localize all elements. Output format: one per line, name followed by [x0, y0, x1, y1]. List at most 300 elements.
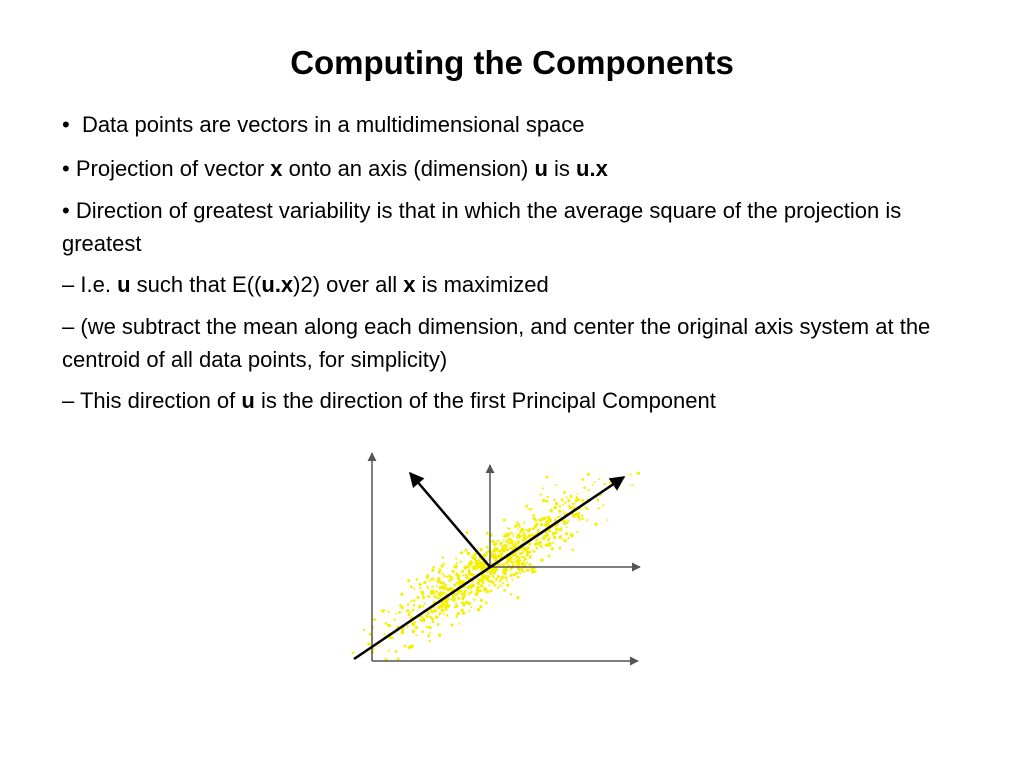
data-point: [394, 650, 397, 653]
data-point: [381, 609, 384, 612]
data-point: [549, 543, 551, 545]
data-point: [426, 626, 429, 629]
bullet-text: (we subtract the mean along each dimension, and center the original axis system at the centroid of all data points, for simplicity): [62, 314, 931, 372]
data-point: [528, 534, 531, 537]
data-point: [428, 640, 430, 642]
data-point: [523, 533, 526, 536]
second-principal-component-arrow: [410, 473, 490, 567]
data-point: [469, 573, 472, 576]
data-point: [558, 546, 561, 549]
data-point: [558, 515, 560, 517]
data-point: [506, 548, 509, 551]
data-point: [532, 517, 535, 520]
data-point: [479, 605, 482, 608]
data-point: [385, 622, 388, 625]
data-point: [541, 547, 543, 549]
data-point: [508, 558, 510, 560]
data-point: [562, 504, 564, 506]
data-point: [373, 618, 376, 621]
data-point: [540, 523, 543, 526]
data-point: [506, 545, 508, 547]
bullet-text: is maximized: [421, 272, 549, 297]
data-point: [512, 579, 514, 581]
data-point: [407, 579, 410, 582]
data-point: [595, 523, 598, 526]
data-point: [484, 577, 486, 579]
data-point: [409, 611, 411, 613]
data-point: [495, 542, 498, 545]
data-point: [445, 584, 447, 586]
data-point: [432, 566, 435, 569]
data-point: [543, 516, 546, 519]
data-point: [493, 556, 496, 559]
data-point: [526, 552, 529, 555]
data-point: [412, 599, 415, 602]
data-point: [439, 604, 442, 607]
data-point: [529, 551, 531, 553]
data-point: [455, 566, 458, 569]
data-point: [433, 595, 436, 598]
data-point: [567, 537, 569, 539]
data-point: [510, 574, 514, 578]
data-point: [538, 542, 541, 545]
data-point: [525, 562, 527, 564]
data-point: [398, 611, 401, 614]
data-point: [430, 610, 433, 613]
data-point: [478, 563, 480, 565]
data-point: [534, 570, 536, 572]
data-point: [462, 580, 465, 583]
data-point: [537, 538, 539, 540]
data-point: [550, 510, 553, 513]
data-point: [424, 603, 426, 605]
data-point: [497, 587, 499, 589]
bullet-maximized: [62, 268, 952, 301]
data-point: [560, 528, 563, 531]
data-point: [500, 578, 503, 581]
data-point: [519, 552, 522, 555]
vector-x: x: [270, 156, 283, 181]
data-point: [448, 579, 451, 582]
data-point: [439, 592, 441, 594]
data-point: [460, 608, 463, 611]
data-point: [404, 645, 407, 648]
data-point: [509, 528, 511, 530]
data-point: [491, 581, 494, 584]
data-point: [454, 565, 456, 567]
data-point: [577, 515, 580, 518]
data-point: [515, 572, 518, 575]
data-point: [501, 545, 504, 548]
data-point: [531, 570, 534, 573]
data-point: [451, 623, 454, 626]
data-point: [461, 570, 464, 573]
data-point: [563, 522, 566, 525]
data-point: [433, 607, 435, 609]
bullet-text: is: [554, 156, 570, 181]
data-point: [587, 489, 589, 491]
data-point: [421, 615, 423, 617]
data-point: [426, 576, 429, 579]
data-point: [431, 620, 434, 623]
data-point: [456, 603, 458, 605]
data-point: [443, 563, 445, 565]
data-point: [482, 579, 484, 581]
vector-x: x: [403, 272, 416, 297]
data-point: [523, 549, 525, 551]
data-point: [438, 571, 441, 574]
data-point: [515, 545, 517, 547]
data-point: [517, 543, 519, 545]
data-point: [520, 563, 522, 565]
bullet-marker: •: [62, 156, 70, 181]
data-point: [468, 592, 471, 595]
data-point: [528, 528, 531, 531]
data-point: [566, 533, 568, 535]
data-point: [415, 626, 418, 629]
data-point: [401, 631, 404, 634]
data-point: [547, 496, 549, 498]
data-point: [435, 615, 439, 619]
data-point: [387, 611, 389, 613]
data-point: [457, 591, 460, 594]
data-point: [422, 596, 425, 599]
data-point: [443, 613, 445, 615]
data-point: [436, 585, 438, 587]
data-point: [538, 519, 541, 522]
data-point: [577, 512, 580, 515]
data-point: [412, 623, 415, 626]
data-point: [570, 533, 573, 536]
data-point: [440, 564, 443, 567]
data-point: [501, 576, 504, 579]
data-point: [512, 554, 515, 557]
data-point: [438, 634, 441, 637]
data-point: [572, 503, 574, 505]
data-point: [425, 614, 428, 617]
data-point: [513, 573, 516, 576]
data-point: [459, 580, 462, 583]
data-point: [413, 604, 416, 607]
data-point: [458, 623, 460, 625]
data-point: [561, 498, 564, 501]
data-point: [516, 521, 518, 523]
data-point: [564, 501, 566, 503]
data-point: [572, 549, 575, 552]
data-point: [430, 589, 432, 591]
data-point: [456, 616, 458, 618]
data-point: [498, 564, 500, 566]
data-point: [529, 555, 531, 557]
data-point: [587, 473, 590, 476]
data-point: [631, 484, 633, 486]
data-point: [586, 519, 588, 521]
data-point: [503, 563, 506, 566]
data-point: [466, 531, 469, 534]
data-point: [419, 587, 421, 589]
data-point: [485, 602, 488, 605]
bullet-marker: •: [62, 198, 70, 223]
data-point: [584, 506, 586, 508]
data-point: [420, 591, 423, 594]
data-point: [517, 528, 519, 530]
data-point: [598, 478, 600, 480]
data-point: [441, 609, 444, 612]
data-point: [462, 574, 464, 576]
data-point: [429, 579, 431, 581]
data-point: [431, 586, 433, 588]
data-point: [553, 499, 555, 501]
data-point: [477, 608, 480, 611]
data-point: [545, 533, 548, 536]
data-point: [383, 633, 385, 635]
data-point: [477, 566, 480, 569]
data-point: [446, 588, 450, 592]
data-point: [522, 540, 525, 543]
data-point: [477, 578, 479, 580]
data-point: [505, 540, 508, 543]
data-point: [492, 575, 495, 578]
data-point: [488, 585, 490, 587]
data-point: [547, 523, 549, 525]
data-point: [502, 569, 504, 571]
data-point: [525, 505, 528, 508]
data-point: [535, 547, 538, 550]
data-point: [470, 565, 472, 567]
bullet-text: Direction of greatest variability is that in which the average square of the projection is greatest: [62, 198, 902, 256]
data-point: [453, 597, 456, 600]
data-point: [517, 533, 520, 536]
data-point: [607, 519, 609, 521]
data-point: [391, 637, 393, 639]
data-point: [555, 502, 558, 505]
pca-diagram: [340, 445, 670, 680]
data-point: [485, 588, 487, 590]
data-point: [471, 555, 474, 558]
bullet-subtract-mean: [62, 310, 952, 376]
data-point: [457, 597, 460, 600]
data-point: [401, 606, 404, 609]
data-point: [464, 593, 466, 595]
data-point: [410, 644, 413, 647]
data-point: [518, 525, 520, 527]
data-point: [415, 578, 418, 581]
data-point: [495, 578, 498, 581]
data-point: [540, 558, 544, 562]
data-point: [490, 580, 492, 582]
data-point: [479, 589, 482, 592]
bullet-data-points: [62, 108, 952, 141]
data-point: [580, 508, 582, 510]
data-point: [558, 510, 561, 513]
data-point: [464, 574, 466, 576]
data-point: [581, 518, 583, 520]
data-point: [581, 499, 584, 502]
data-point: [516, 555, 519, 558]
data-point: [532, 528, 535, 531]
data-point: [514, 542, 516, 544]
data-point: [496, 547, 499, 550]
data-point: [455, 557, 457, 559]
data-point: [482, 554, 484, 556]
bullet-marker: –: [62, 314, 75, 339]
data-point: [493, 570, 495, 572]
data-point: [446, 576, 448, 578]
data-point: [426, 586, 428, 588]
data-point: [494, 551, 496, 553]
data-point: [453, 584, 456, 587]
data-point: [446, 614, 449, 617]
data-point: [567, 499, 570, 502]
slide-title: Computing the Components: [290, 44, 734, 81]
data-point: [468, 602, 471, 605]
data-point: [497, 540, 499, 542]
data-point: [535, 539, 537, 541]
data-point: [410, 585, 413, 588]
data-point: [506, 535, 509, 538]
data-point: [510, 593, 513, 596]
data-point: [437, 623, 440, 626]
data-point: [416, 596, 419, 599]
data-point: [427, 634, 430, 637]
data-point: [542, 537, 545, 540]
data-point: [470, 606, 472, 608]
data-point: [553, 506, 557, 510]
data-point: [450, 587, 453, 590]
data-point: [501, 549, 504, 552]
data-point: [546, 476, 549, 479]
data-point: [505, 576, 508, 579]
data-point: [470, 590, 472, 592]
data-point: [539, 493, 541, 495]
data-point: [455, 605, 458, 608]
bullet-text: such that E((: [136, 272, 262, 297]
data-point: [637, 471, 640, 474]
data-point: [512, 535, 514, 537]
data-point: [532, 514, 535, 517]
data-point: [592, 484, 594, 486]
data-point: [400, 593, 403, 596]
bullet-text: Projection of vector: [75, 156, 265, 181]
data-point: [566, 526, 568, 528]
data-point: [447, 604, 450, 607]
data-point: [466, 586, 469, 589]
data-point: [554, 532, 556, 534]
data-point: [499, 580, 501, 582]
data-point: [581, 515, 583, 517]
data-point: [545, 525, 547, 527]
data-point: [506, 560, 509, 563]
data-point: [487, 575, 490, 578]
data-point: [465, 601, 468, 604]
data-point: [422, 595, 424, 597]
data-point: [441, 581, 444, 584]
data-point: [549, 530, 551, 532]
data-point: [460, 561, 462, 563]
data-point: [434, 579, 436, 581]
data-point: [523, 556, 526, 559]
data-point: [474, 560, 477, 563]
data-point: [514, 540, 516, 542]
data-point: [437, 577, 441, 581]
bullet-text: I.e.: [80, 272, 111, 297]
data-point: [419, 604, 421, 606]
data-point: [456, 574, 459, 577]
data-point: [534, 543, 538, 547]
data-point: [443, 575, 446, 578]
data-point: [445, 608, 448, 611]
bullet-marker: –: [62, 388, 75, 413]
data-point: [486, 532, 489, 535]
data-point: [512, 561, 514, 563]
data-point: [438, 613, 440, 615]
axis-u: u: [117, 272, 131, 297]
data-point: [441, 556, 443, 558]
data-point: [367, 642, 370, 645]
data-point: [450, 598, 452, 600]
data-point: [594, 481, 596, 483]
data-point: [549, 518, 552, 521]
data-point: [481, 581, 484, 584]
data-point: [429, 632, 431, 634]
dot-product: u.x: [261, 272, 294, 297]
data-point: [566, 496, 568, 498]
data-point: [496, 568, 498, 570]
data-point: [363, 629, 365, 631]
data-point: [462, 611, 465, 614]
data-point: [431, 569, 434, 572]
bullet-text: )2) over all: [293, 272, 398, 297]
data-point: [456, 582, 458, 584]
data-point: [553, 536, 556, 539]
data-point: [475, 557, 477, 559]
data-point: [436, 597, 438, 599]
data-point: [479, 548, 482, 551]
data-point: [574, 503, 576, 505]
data-point: [545, 521, 547, 523]
data-point: [583, 486, 586, 489]
first-principal-component-arrow: [354, 477, 624, 659]
data-point: [352, 652, 355, 655]
data-point: [499, 585, 501, 587]
data-point: [438, 568, 441, 571]
data-point: [470, 560, 472, 562]
data-point: [449, 575, 452, 578]
data-point: [602, 504, 604, 506]
data-point: [415, 634, 417, 636]
data-point: [439, 586, 442, 589]
data-point: [532, 550, 534, 552]
data-point: [388, 650, 390, 652]
data-point: [502, 572, 504, 574]
data-point: [422, 605, 424, 607]
data-point: [464, 590, 467, 593]
data-point: [629, 473, 631, 475]
data-point: [457, 612, 460, 615]
bullet-marker: •: [62, 112, 70, 137]
data-point: [395, 613, 397, 615]
data-point: [503, 539, 505, 541]
data-point: [471, 583, 473, 585]
data-point: [476, 591, 479, 594]
data-point: [575, 500, 578, 503]
data-point: [407, 603, 410, 606]
data-point: [586, 507, 589, 510]
data-point: [520, 556, 522, 558]
data-point: [452, 570, 455, 573]
data-point: [514, 558, 516, 560]
data-point: [529, 508, 532, 511]
